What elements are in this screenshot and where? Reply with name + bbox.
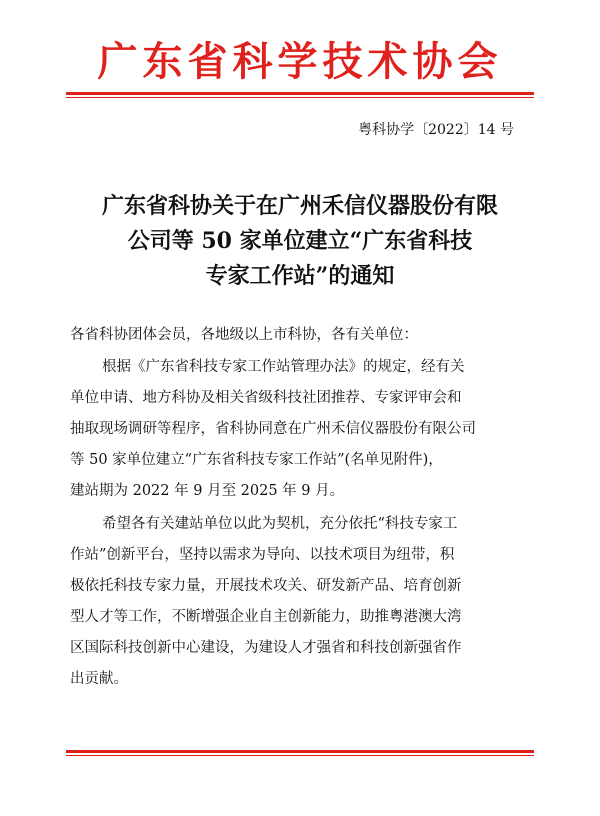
paragraph-1-line: 根据《广东省科技专家工作站管理办法》的规定，经有关	[102, 359, 465, 375]
paragraph-2-line: 型人才等工作，不断增强企业自主创新能力，助推粤港澳大湾	[70, 609, 462, 625]
title-line-1: 广东省科协关于在广州禾信仪器股份有限	[101, 193, 498, 219]
paragraph-1-line: 建站期为 2022 年 9 月至 2025 年 9 月。	[70, 483, 345, 499]
salutation: 各省科协团体会员，各地级以上市科协，各有关单位：	[70, 327, 418, 343]
title-line-3: 专家工作站”的通知	[205, 263, 395, 289]
paragraph-1-line: 等 50 家单位建立“广东省科技专家工作站”(名单见附件)，	[70, 452, 443, 468]
org-name-heading: 广东省科学技术协会	[97, 38, 503, 85]
paragraph-2-line: 作站”创新平台，坚持以需求为导向、以技术项目为纽带，积	[70, 547, 455, 563]
paragraph-1-line: 抽取现场调研等程序，省科协同意在广州禾信仪器股份有限公司	[70, 421, 476, 437]
title-line-2: 公司等 50 家单位建立“广东省科技	[127, 228, 473, 254]
header-divider-thick	[66, 92, 534, 95]
footer-divider-thin	[66, 755, 534, 756]
paragraph-2-line: 区国际科技创新中心建设，为建设人才强省和科技创新强省作	[70, 640, 462, 656]
document-number: 粤科协学〔2022〕14 号	[358, 122, 514, 138]
paragraph-2-line: 极依托科技专家力量，开展技术攻关、研发新产品、培育创新	[70, 578, 462, 594]
paragraph-1-line: 单位申请、地方科协及相关省级科技社团推荐、专家评审会和	[70, 390, 462, 406]
header-divider-thin	[66, 97, 534, 98]
paragraph-2-line: 希望各有关建站单位以此为契机，充分依托“科技专家工	[102, 516, 458, 532]
paragraph-2-line: 出贡献。	[70, 671, 128, 687]
footer-divider-thick	[66, 750, 534, 753]
